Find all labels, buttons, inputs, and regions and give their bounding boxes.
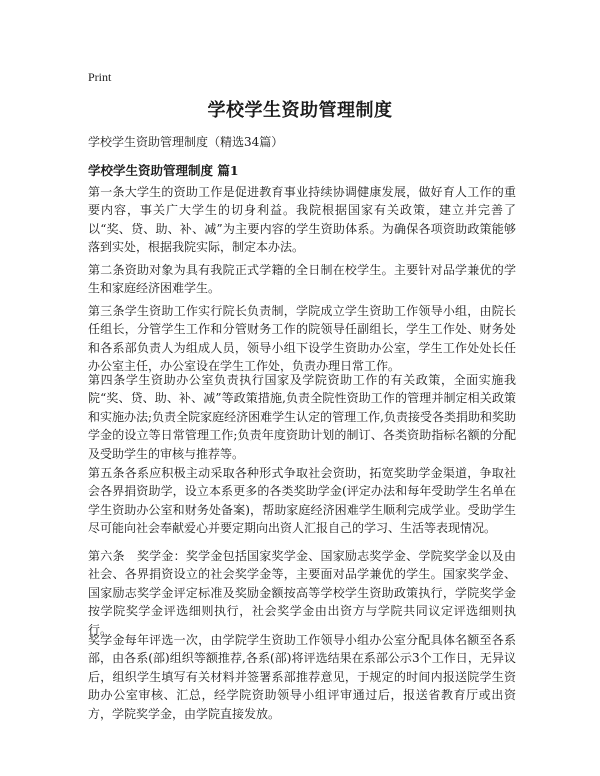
paragraph-article-6: 第六条 奖学金：奖学金包括国家奖学金、国家励志奖学金、学院奖学金以及由社会、各界捐资设立的社会奖学金等，主要面对品学兼优的学生。国家奖学金、国家励志奖学金评定标准及奖励金额按高等学校学生资助政策执行，学院奖学金按学院奖学金评选细则执行，社会奖学金由出资方与学院共同议定评选细则执行。 [88, 549, 516, 637]
print-link[interactable]: Print [88, 70, 112, 84]
paragraph-article-4: 第四条学生资助办公室负责执行国家及学院资助工作的有关政策，全面实施我院“奖、贷、助、补、减”等政策措施,负责全院性资助工作的管理并制定相关政策和实施办法;负责全院家庭经济困难学生认定的管理工作,负责接受各类捐助和奖助学金的设立等日常管理工作;负责年度资助计划的制订、各类资助指标名额的分配及受助学生的审核与推荐等。 [88, 373, 516, 461]
document-title: 学校学生资助管理制度 [207, 100, 393, 121]
paragraph-article-1: 第一条大学生的资助工作是促进教育事业持续协调健康发展，做好育人工作的重要内容，事关广大学生的切身利益。我院根据国家有关政策，建立并完善了以“奖、贷、助、补、减”为主要内容的学生资助体系。为确保各项资助政策能够落到实处，根据我院实际，制定本办法。 [88, 185, 516, 255]
document-subtitle: 学校学生资助管理制度（精选34篇） [88, 135, 284, 149]
paragraph-article-3: 第三条学生资助工作实行院长负责制，学院成立学生资助工作领导小组，由院长任组长，分管学生工作和分管财务工作的院领导任副组长，学生工作处、财务处和各系部负责人为组成人员，领导小组下设学生资助办公室，学生工作处处长任办公室主任，办公室设在学生工作处，负责办理日常工作。 [88, 304, 516, 374]
section-heading: 学校学生资助管理制度 篇1 [88, 163, 239, 178]
paragraph-scholarship-procedure: 奖学金每年评选一次，由学院学生资助工作领导小组办公室分配具体名额至各系部，由各系(部)组织等额推荐,各系(部)将评选结果在系部公示3个工作日，无异议后，组织学生填写有关材料并签署系部推荐意见，于规定的时间内报送院学生资助办公室审核、汇总，经学院资助领导小组评审通过后，报送省教育厅或出资方，学院奖学金，由学院直接发放。 [88, 633, 516, 721]
paragraph-article-5: 第五条各系应积极主动采取各种形式争取社会资助，拓宽奖助学金渠道，争取社会各界捐资助学，设立本系更多的各类奖助学金(评定办法和每年受助学生名单在学生资助办公室和财务处备案)，帮助家庭经济困难学生顺利完成学业。受助学生尽可能向社会奉献爱心并要定期向出资人汇报自己的学习、生活等表现情况。 [88, 466, 516, 536]
paragraph-article-2: 第二条资助对象为具有我院正式学籍的全日制在校学生。主要针对品学兼优的学生和家庭经济困难学生。 [88, 263, 516, 296]
